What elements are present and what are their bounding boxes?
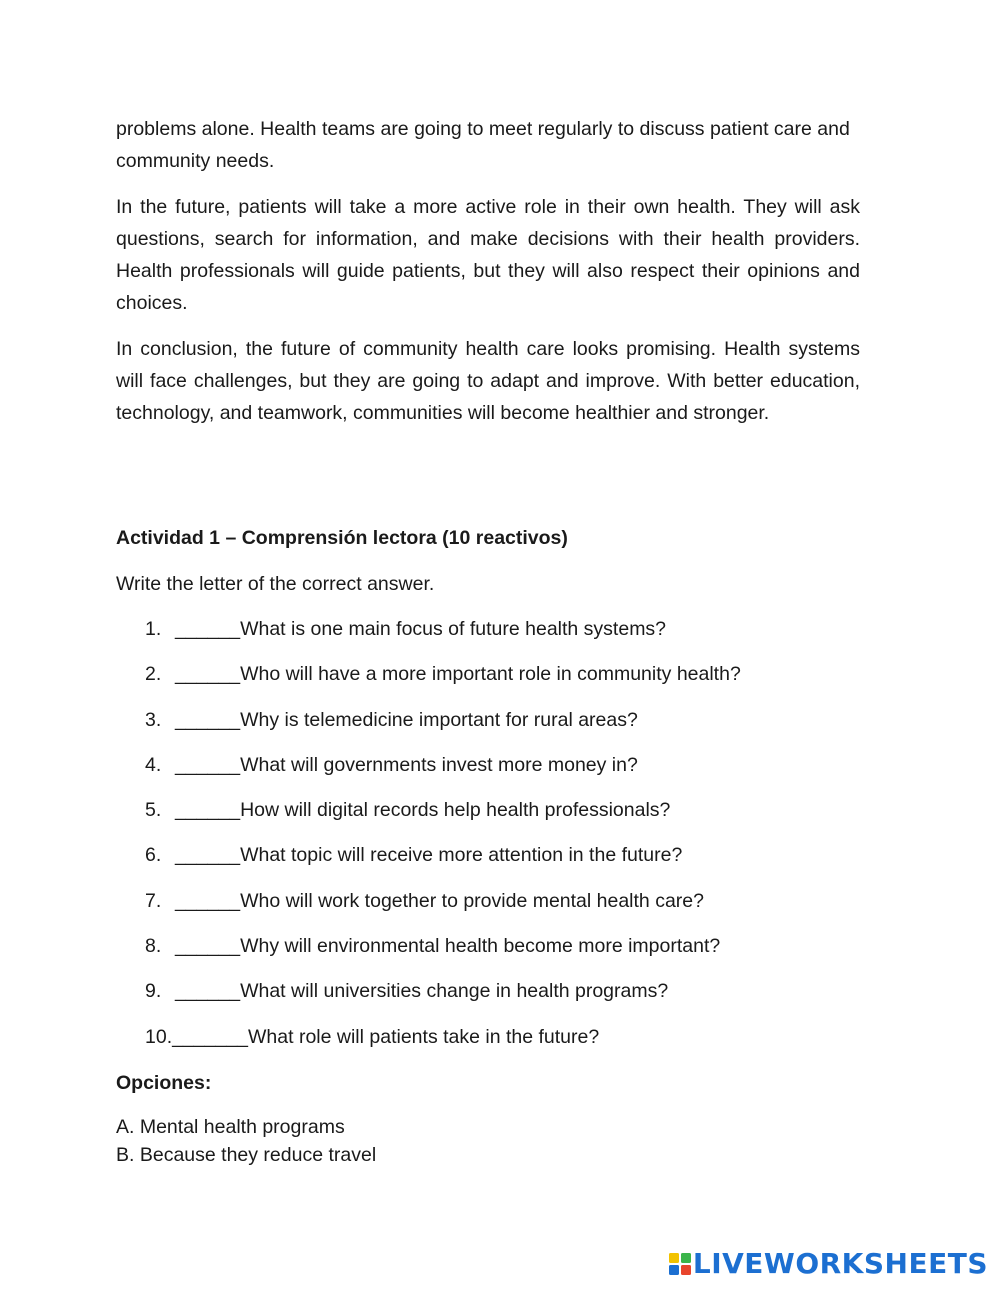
question-text: What will universities change in health programs? <box>240 980 669 1003</box>
question-text: What role will patients take in the future? <box>248 1025 600 1048</box>
option-item: B. Because they reduce travel <box>116 1144 377 1166</box>
question-number: 2. <box>145 663 162 686</box>
question-text: Why is telemedicine important for rural areas? <box>240 708 638 731</box>
question-item <box>145 613 741 658</box>
question-text: How will digital records help health professionals? <box>240 799 671 822</box>
question-number: 1. <box>145 618 162 640</box>
answer-blank[interactable]: ______ <box>175 663 241 686</box>
answer-blank[interactable]: ______ <box>175 618 241 640</box>
question-item <box>145 839 741 884</box>
reading-paragraph: problems alone. Health teams are going to meet regularly to discuss patient care and community needs. <box>116 118 850 173</box>
question-item <box>145 1021 741 1066</box>
answer-blank[interactable]: ______ <box>175 935 241 958</box>
question-number: 7. <box>145 889 162 912</box>
question-item <box>145 930 741 975</box>
question-item <box>145 885 741 930</box>
question-text: Why will environmental health become more important? <box>240 935 721 958</box>
answer-blank[interactable]: ______ <box>175 799 241 822</box>
option-item: A. Mental health programs <box>116 1116 345 1138</box>
liveworksheets-logo-icon <box>669 1253 691 1275</box>
question-list <box>145 613 741 1066</box>
answer-blank[interactable]: ______ <box>175 844 241 867</box>
answer-blank[interactable]: ______ <box>175 753 241 776</box>
brand-name: LIVEWORKSHEETS <box>692 1247 988 1280</box>
liveworksheets-brand <box>669 1247 988 1280</box>
activity-instructions: Write the letter of the correct answer. <box>116 573 435 595</box>
question-text: What is one main focus of future health systems? <box>240 618 667 640</box>
question-number: 5. <box>145 799 162 822</box>
question-item <box>145 975 741 1020</box>
question-item <box>145 794 741 839</box>
question-number: 4. <box>145 753 162 776</box>
options-title: Opciones: <box>116 1072 212 1094</box>
answer-blank[interactable]: ______ <box>175 708 241 731</box>
activity-title: Actividad 1 – Comprensión lectora (10 reactivos) <box>116 527 568 549</box>
question-text: Who will have a more important role in community health? <box>240 663 741 686</box>
question-item <box>145 658 741 703</box>
reading-paragraph: In the future, patients will take a more active role in their own health. They will ask questions, search for information, and make decisions with their health providers. Health professionals will guide patients, but they will also respect their opinions and choices. <box>116 195 860 315</box>
answer-blank[interactable]: ______ <box>175 889 241 912</box>
question-number: 6. <box>145 844 162 867</box>
question-number: 3. <box>145 708 162 731</box>
question-number: 9. <box>145 980 162 1003</box>
question-number: 8. <box>145 935 162 958</box>
question-number: 10. <box>145 1025 173 1048</box>
options-list <box>116 1113 376 1169</box>
answer-blank[interactable]: ______ <box>175 980 241 1003</box>
answer-blank[interactable]: _______ <box>172 1025 249 1048</box>
reading-passage <box>116 113 860 443</box>
question-text: What topic will receive more attention in the future? <box>240 844 683 867</box>
question-item <box>145 704 741 749</box>
question-text: Who will work together to provide mental health care? <box>240 889 704 912</box>
reading-paragraph: In conclusion, the future of community health care looks promising. Health systems will face challenges, but they are going to adapt and improve. With better education, technology, and teamwork, communities will become healthier and stronger. <box>116 337 860 425</box>
question-item <box>145 749 741 794</box>
question-text: What will governments invest more money in? <box>240 753 638 776</box>
